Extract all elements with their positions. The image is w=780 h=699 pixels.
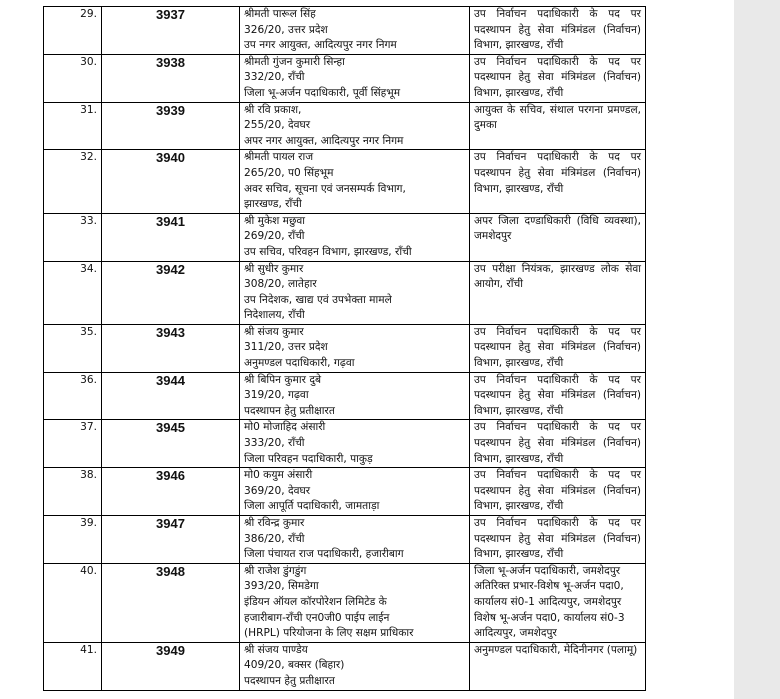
officer-detail-line: उप सचिव, परिवहन विभाग, झारखण्ड, राँची <box>244 245 412 258</box>
officer-detail-line: श्री मुकेश मछुवा <box>244 214 306 227</box>
officer-details <box>240 516 470 564</box>
posting-table <box>43 6 646 691</box>
table-row <box>44 261 646 324</box>
officer-detail-line: हजारीबाग-राँची एन0जी0 पाईप लाईन <box>244 611 390 624</box>
officer-detail-line: अवर सचिव, सूचना एवं जनसम्पर्क विभाग, <box>244 182 406 195</box>
officer-detail-line: श्री बिपिन कुमार दुबे <box>244 373 322 386</box>
serial-number: 39. <box>44 516 102 564</box>
officer-code: 3946 <box>102 468 240 516</box>
table-row <box>44 7 646 55</box>
new-posting: आयुक्त के सचिव, संथाल परगना प्रमण्डल, दुमका <box>470 102 646 150</box>
table-row <box>44 420 646 468</box>
officer-detail-line: 265/20, प0 सिंहभूम <box>244 166 334 179</box>
serial-number: 33. <box>44 213 102 261</box>
officer-detail-line: जिला आपूर्ति पदाधिकारी, जामताड़ा <box>244 500 380 513</box>
officer-details <box>240 563 470 642</box>
officer-detail-line: 319/20, गढ़वा <box>244 389 309 402</box>
serial-number: 31. <box>44 102 102 150</box>
officer-detail-line: पदस्थापन हेतु प्रतीक्षारत <box>244 404 335 417</box>
new-posting: उप निर्वाचन पदाधिकारी के पद पर पदस्थापन हेतु सेवा मंत्रिमंडल (निर्वाचन) विभाग, झारखण्ड, राँची <box>470 7 646 55</box>
new-posting: उप निर्वाचन पदाधिकारी के पद पर पदस्थापन हेतु सेवा मंत्रिमंडल (निर्वाचन) विभाग, झारखण्ड, राँची <box>470 516 646 564</box>
officer-details <box>240 420 470 468</box>
officer-detail-line: 255/20, देवघर <box>244 119 311 132</box>
serial-number: 37. <box>44 420 102 468</box>
officer-detail-line: जिला पंचायत राज पदाधिकारी, हजारीबाग <box>244 548 404 561</box>
officer-code: 3938 <box>102 54 240 102</box>
officer-details <box>240 150 470 213</box>
officer-detail-line: 332/20, राँची <box>244 71 305 84</box>
serial-number: 32. <box>44 150 102 213</box>
table-row <box>44 150 646 213</box>
serial-number: 29. <box>44 7 102 55</box>
table-row <box>44 642 646 690</box>
officer-code: 3947 <box>102 516 240 564</box>
posting-line: विशेष भू-अर्जन पदा0, कार्यालय सं0-3 <box>474 611 625 624</box>
serial-number: 35. <box>44 324 102 372</box>
officer-detail-line: 333/20, राँची <box>244 437 305 450</box>
officer-detail-line: 326/20, उत्तर प्रदेश <box>244 23 328 36</box>
officer-code: 3943 <box>102 324 240 372</box>
officer-details <box>240 642 470 690</box>
officer-details <box>240 102 470 150</box>
officer-details <box>240 468 470 516</box>
officer-detail-line: श्री सुधीर कुमार <box>244 262 304 275</box>
serial-number: 38. <box>44 468 102 516</box>
officer-code: 3937 <box>102 7 240 55</box>
table-row <box>44 563 646 642</box>
new-posting: उप निर्वाचन पदाधिकारी के पद पर पदस्थापन हेतु सेवा मंत्रिमंडल (निर्वाचन) विभाग, झारखण्ड, राँची <box>470 468 646 516</box>
officer-detail-line: पदस्थापन हेतु प्रतीक्षारत <box>244 674 335 687</box>
officer-details <box>240 261 470 324</box>
officer-detail-line: श्री राजेश डुंगडुंग <box>244 564 307 577</box>
serial-number: 30. <box>44 54 102 102</box>
officer-detail-line: 369/20, देवघर <box>244 484 311 497</box>
right-sidebar-panel <box>734 0 780 699</box>
officer-detail-line: जिला परिवहन पदाधिकारी, पाकुड़ <box>244 452 373 465</box>
officer-detail-line: निदेशालय, राँची <box>244 309 305 322</box>
serial-number: 36. <box>44 372 102 420</box>
officer-details <box>240 324 470 372</box>
officer-detail-line: 393/20, सिमडेगा <box>244 580 319 593</box>
officer-code: 3949 <box>102 642 240 690</box>
officer-code: 3942 <box>102 261 240 324</box>
officer-details <box>240 213 470 261</box>
posting-line: आदित्यपुर, जमशेदपुर <box>474 627 557 640</box>
officer-detail-line: श्री संजय कुमार <box>244 325 304 338</box>
table-row <box>44 372 646 420</box>
new-posting: उप निर्वाचन पदाधिकारी के पद पर पदस्थापन हेतु सेवा मंत्रिमंडल (निर्वाचन) विभाग, झारखण्ड, राँची <box>470 54 646 102</box>
new-posting: उप निर्वाचन पदाधिकारी के पद पर पदस्थापन हेतु सेवा मंत्रिमंडल (निर्वाचन) विभाग, झारखण्ड, राँची <box>470 324 646 372</box>
officer-detail-line: मो0 मोजाहिद अंसारी <box>244 421 326 434</box>
table-row <box>44 213 646 261</box>
officer-code: 3941 <box>102 213 240 261</box>
officer-detail-line: उप निदेशक, खाद्य एवं उपभेक्ता मामले <box>244 293 392 306</box>
officer-code: 3940 <box>102 150 240 213</box>
officer-code: 3944 <box>102 372 240 420</box>
officer-detail-line: इंडियन ऑयल कॉरपोरेशन लिमिटेड के <box>244 595 387 608</box>
table-row <box>44 324 646 372</box>
officer-details <box>240 372 470 420</box>
new-posting: उप परीक्षा नियंत्रक, झारखण्ड लोक सेवा आयोग, राँची <box>470 261 646 324</box>
officer-detail-line: मो0 कयुम अंसारी <box>244 469 313 482</box>
officer-details <box>240 7 470 55</box>
officer-detail-line: (HRPL) परियोजना के लिए सक्षम प्राधिकार <box>244 627 414 640</box>
table-row <box>44 468 646 516</box>
officer-detail-line: 311/20, उत्तर प्रदेश <box>244 341 328 354</box>
officer-detail-line: 269/20, राँची <box>244 230 305 243</box>
new-posting: उप निर्वाचन पदाधिकारी के पद पर पदस्थापन हेतु सेवा मंत्रिमंडल (निर्वाचन) विभाग, झारखण्ड, राँची <box>470 150 646 213</box>
officer-detail-line: श्रीमती गुंजन कुमारी सिन्हा <box>244 55 345 68</box>
table-row <box>44 54 646 102</box>
officer-detail-line: श्रीमती पायल राज <box>244 151 314 164</box>
new-posting: अपर जिला दण्डाधिकारी (विधि व्यवस्था), जमशेदपुर <box>470 213 646 261</box>
new-posting: अनुमण्डल पदाधिकारी, मेदिनीनगर (पलामू) <box>470 642 646 690</box>
officer-detail-line: अपर नगर आयुक्त, आदित्यपुर नगर निगम <box>244 134 404 147</box>
officer-details <box>240 54 470 102</box>
serial-number: 34. <box>44 261 102 324</box>
officer-detail-line: 386/20, राँची <box>244 532 305 545</box>
table-row <box>44 516 646 564</box>
officer-detail-line: श्री संजय पाण्डेय <box>244 643 308 656</box>
officer-detail-line: 308/20, लातेहार <box>244 278 317 291</box>
table-row <box>44 102 646 150</box>
officer-detail-line: श्री रवि प्रकाश, <box>244 103 302 116</box>
officer-code: 3948 <box>102 563 240 642</box>
officer-detail-line: 409/20, बक्सर (बिहार) <box>244 659 345 672</box>
officer-detail-line: जिला भू-अर्जन पदाधिकारी, पूर्वी सिंहभूम <box>244 86 401 99</box>
officer-detail-line: झारखण्ड, राँची <box>244 198 302 211</box>
officer-code: 3939 <box>102 102 240 150</box>
officer-detail-line: उप नगर आयुक्त, आदित्यपुर नगर निगम <box>244 39 397 52</box>
officer-detail-line: श्री रविन्द्र कुमार <box>244 517 305 529</box>
posting-line: अतिरिक्त प्रभार-विशेष भू-अर्जन पदा0, <box>474 580 624 593</box>
posting-line: जिला भू-अर्जन पदाधिकारी, जमशेदपुर <box>474 564 621 577</box>
new-posting: उप निर्वाचन पदाधिकारी के पद पर पदस्थापन हेतु सेवा मंत्रिमंडल (निर्वाचन) विभाग, झारखण्ड, राँची <box>470 420 646 468</box>
officer-detail-line: श्रीमती पारूल सिंह <box>244 8 316 20</box>
serial-number: 40. <box>44 563 102 642</box>
serial-number: 41. <box>44 642 102 690</box>
officer-detail-line: अनुमण्डल पदाधिकारी, गढ़वा <box>244 357 355 370</box>
posting-line: कार्यालय सं0-1 आदित्यपुर, जमशेदपुर <box>474 595 622 608</box>
new-posting <box>470 563 646 642</box>
new-posting: उप निर्वाचन पदाधिकारी के पद पर पदस्थापन हेतु सेवा मंत्रिमंडल (निर्वाचन) विभाग, झारखण्ड, राँची <box>470 372 646 420</box>
officer-code: 3945 <box>102 420 240 468</box>
